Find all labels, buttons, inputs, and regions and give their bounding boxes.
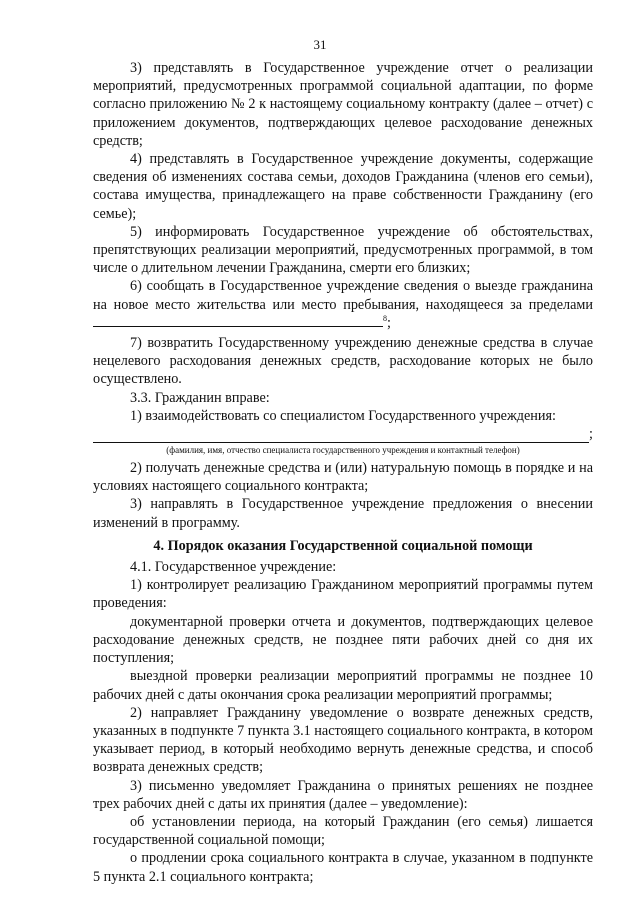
paragraph-4-1-item-1: 1) контролирует реализацию Гражданином мероприятий программы путем проведения: xyxy=(93,577,593,612)
fill-in-blank-line xyxy=(93,314,383,327)
paragraph-contract-extension: о продлении срока социального контракта в случае, указанном в подпункте 5 пункта 2.1 социального контракта; xyxy=(93,850,593,885)
paragraph-obligation-3: 3) представлять в Государственное учреждение отчет о реализации мероприятий, предусмотренных программой социальной адаптации, по форме согласно приложению № 2 к настоящему социальному контракту (далее – отчет) с приложением документов, подтверждающих целевое расходование денежных средств; xyxy=(93,60,593,149)
paragraph-obligation-6 xyxy=(93,277,593,334)
paragraph-3-3-heading: 3.3. Гражданин вправе: xyxy=(130,389,270,406)
page-number: 31 xyxy=(313,37,327,52)
blank-rule xyxy=(93,428,589,443)
paragraph-period-deprivation: об установлении периода, на который Гражданин (его семья) лишается государственной социальной помощи; xyxy=(93,813,593,849)
obligation-6-end: ; xyxy=(387,314,391,331)
paragraph-4-1: 4.1. Государственное учреждение: xyxy=(130,559,337,576)
paragraph-right-3: 3) направлять в Государственное учреждение предложения о внесении изменений в программу. xyxy=(93,496,593,531)
paragraph-obligation-4: 4) представлять в Государственное учреждение документы, содержащие сведения об изменениях состава семьи, доходов Гражданина (членов его семьи), состава имущества, принадлежащего на праве собственности Гражданину (его семье); xyxy=(93,151,593,222)
blank-line-end: ; xyxy=(589,425,593,442)
section-4-heading: 4. Порядок оказания Государственной социальной помощи xyxy=(153,537,533,554)
specialist-blank-line xyxy=(93,425,593,443)
document-body xyxy=(93,59,593,886)
footnote-marker: 8 xyxy=(383,313,387,323)
obligation-6-text: 6) сообщать в Государственное учреждение сведения о выезде гражданина на новое место жительства или место пребывания, находящееся за пределами xyxy=(93,278,593,313)
paragraph-right-2: 2) получать денежные средства и (или) натуральную помощь в порядке и на условиях настоящего социального контракта; xyxy=(93,460,593,495)
paragraph-4-1-item-3: 3) письменно уведомляет Гражданина о принятых решениях не позднее трех рабочих дней с даты их принятия (далее – уведомление): xyxy=(93,777,593,812)
paragraph-right-1: 1) взаимодействовать со специалистом Государственного учреждения: xyxy=(130,407,556,424)
paragraph-4-1-item-2: 2) направляет Гражданину уведомление о возврате денежных средств, указанных в подпункте 7 пункта 3.1 настоящего социального контракта, в котором указывает период, в который необходимо вернуть денежные средства, и способ возврата денежных средств; xyxy=(93,704,593,776)
paragraph-obligation-7: 7) возвратить Государственному учреждению денежные средства в случае нецелевого расходования денежных средств, расходование которых не было осуществлено. xyxy=(93,335,593,388)
paragraph-document-check: документарной проверки отчета и документов, подтверждающих целевое расходование денежных средств, не позднее пяти рабочих дней со дня их поступления; xyxy=(93,613,593,667)
paragraph-onsite-check: выездной проверки реализации мероприятий программы не позднее 10 рабочих дней с даты окончания срока реализации мероприятий программы; xyxy=(93,668,593,703)
paragraph-obligation-5: 5) информировать Государственное учреждение об обстоятельствах, препятствующих реализации мероприятий, предусмотренных программой, в том числе о длительном лечении Гражданина, смерти его близких; xyxy=(93,223,593,277)
blank-caption: (фамилия, имя, отчество специалиста государственного учреждения и контактный телефон) xyxy=(166,445,520,456)
